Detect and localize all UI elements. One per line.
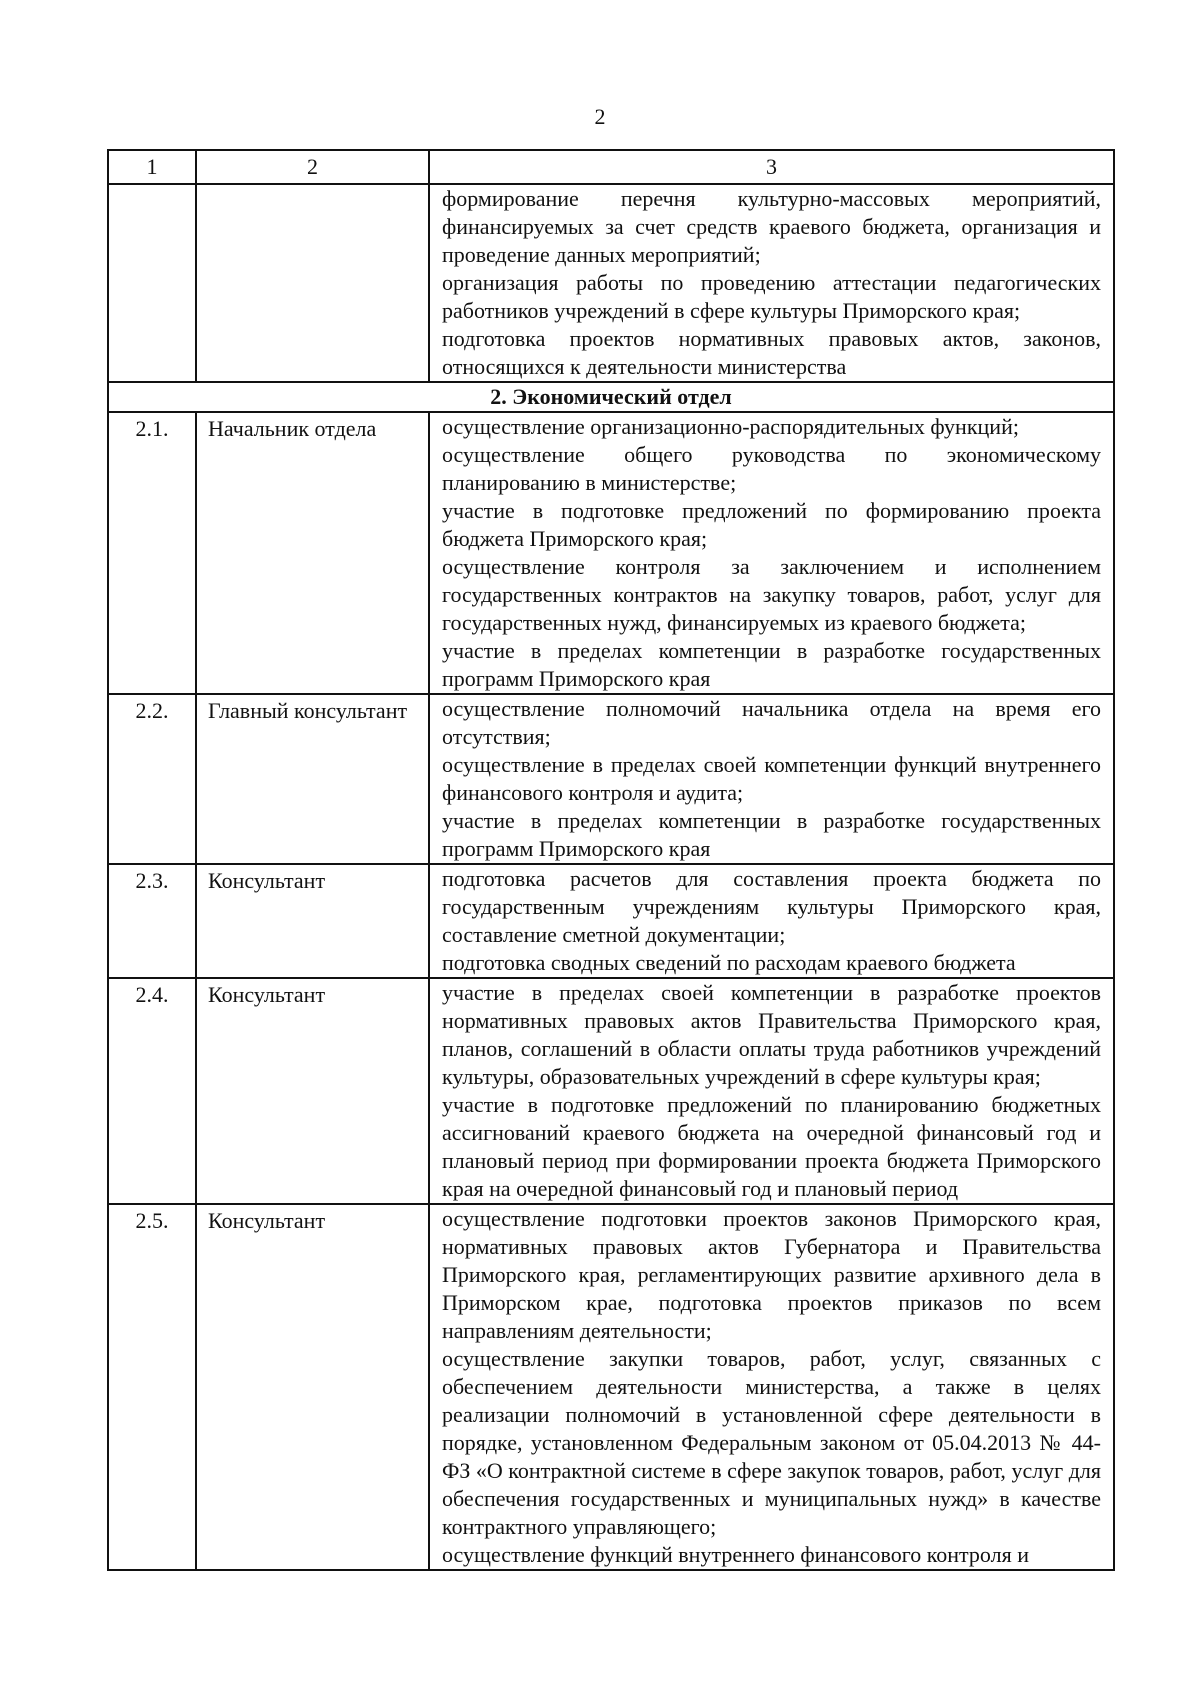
table-row [108, 978, 1114, 1204]
continuation-position-cell [196, 184, 429, 382]
header-col-3: 3 [429, 150, 1114, 184]
table-row [108, 412, 1114, 694]
duty-line: осуществление функций внутреннего финансового контроля и [442, 1542, 1030, 1567]
duty-line: осуществление в пределах своей компетенции функций внутреннего финансового контроля и аудита; [442, 752, 1101, 805]
row-position: Консультант [196, 1204, 429, 1570]
duty-line: участие в пределах компетенции в разработке государственных программ Приморского края [442, 638, 1101, 691]
duty-line: осуществление общего руководства по экономическому планированию в министерстве; [442, 442, 1101, 495]
row-position: Консультант [196, 978, 429, 1204]
duty-line: осуществление организационно-распорядительных функций; [442, 414, 1019, 439]
row-number: 2.5. [108, 1204, 196, 1570]
table-row [108, 1204, 1114, 1570]
continuation-num-cell [108, 184, 196, 382]
row-duties [429, 864, 1114, 978]
duty-line: осуществление подготовки проектов законов Приморского края, нормативных правовых актов Губернатора и Правительства Приморского края, регламентирующих развитие архивного дела в Приморском крае, подготовка проектов приказов по всем направлениям деятельности; [442, 1206, 1101, 1343]
row-number: 2.1. [108, 412, 196, 694]
continuation-row [108, 184, 1114, 382]
header-col-1: 1 [108, 150, 196, 184]
row-number: 2.3. [108, 864, 196, 978]
duty-line: участие в пределах своей компетенции в разработке проектов нормативных правовых актов Правительства Приморского края, планов, соглашений в области оплаты труда работников учреждений культуры, образовательных учреждений в сфере культуры края; [442, 980, 1101, 1089]
duty-line: участие в подготовке предложений по планированию бюджетных ассигнований краевого бюджета на очередной финансовый год и плановый период при формировании проекта бюджета Приморского края на очередной финансовый год и плановый период [442, 1092, 1101, 1201]
duty-line: подготовка расчетов для составления проекта бюджета по государственным учреждениям культуры Приморского края, составление сметной документации; [442, 866, 1101, 947]
table-row [108, 864, 1114, 978]
row-duties [429, 412, 1114, 694]
row-number: 2.2. [108, 694, 196, 864]
row-number: 2.4. [108, 978, 196, 1204]
duty-line: подготовка сводных сведений по расходам краевого бюджета [442, 950, 1016, 975]
row-position: Консультант [196, 864, 429, 978]
duty-line: осуществление закупки товаров, работ, услуг, связанных с обеспечением деятельности министерства, а также в целях реализации полномочий в установленной сфере деятельности в порядке, установленном Федеральным законом от 05.04.2013 № 44-ФЗ «О контрактной системе в сфере закупок товаров, работ, услуг для обеспечения государственных и муниципальных нужд» в качестве контрактного управляющего; [442, 1346, 1101, 1539]
page-number: 2 [594, 104, 606, 129]
row-duties [429, 694, 1114, 864]
header-col-2: 2 [196, 150, 429, 184]
table-row [108, 694, 1114, 864]
continuation-duties-cell [429, 184, 1114, 382]
duty-line: участие в подготовке предложений по формированию проекта бюджета Приморского края; [442, 498, 1101, 551]
section-title: 2. Экономический отдел [108, 382, 1114, 412]
duty-line: организация работы по проведению аттестации педагогических работников учреждений в сфере культуры Приморского края; [442, 270, 1101, 323]
table-header-row [108, 150, 1114, 184]
section-row [108, 382, 1114, 412]
duty-line: участие в пределах компетенции в разработке государственных программ Приморского края [442, 808, 1101, 861]
duty-line: осуществление контроля за заключением и исполнением государственных контрактов на закупку товаров, работ, услуг для государственных нужд, финансируемых из краевого бюджета; [442, 554, 1101, 635]
staff-duties-table [107, 149, 1115, 1571]
duty-line: формирование перечня культурно-массовых мероприятий, финансируемых за счет средств краевого бюджета, организация и проведение данных мероприятий; [442, 186, 1101, 267]
row-duties [429, 1204, 1114, 1570]
row-position: Начальник отдела [196, 412, 429, 694]
duty-line: подготовка проектов нормативных правовых актов, законов, относящихся к деятельности министерства [442, 326, 1101, 379]
duty-line: осуществление полномочий начальника отдела на время его отсутствия; [442, 696, 1101, 749]
row-duties [429, 978, 1114, 1204]
row-position: Главный консультант [196, 694, 429, 864]
